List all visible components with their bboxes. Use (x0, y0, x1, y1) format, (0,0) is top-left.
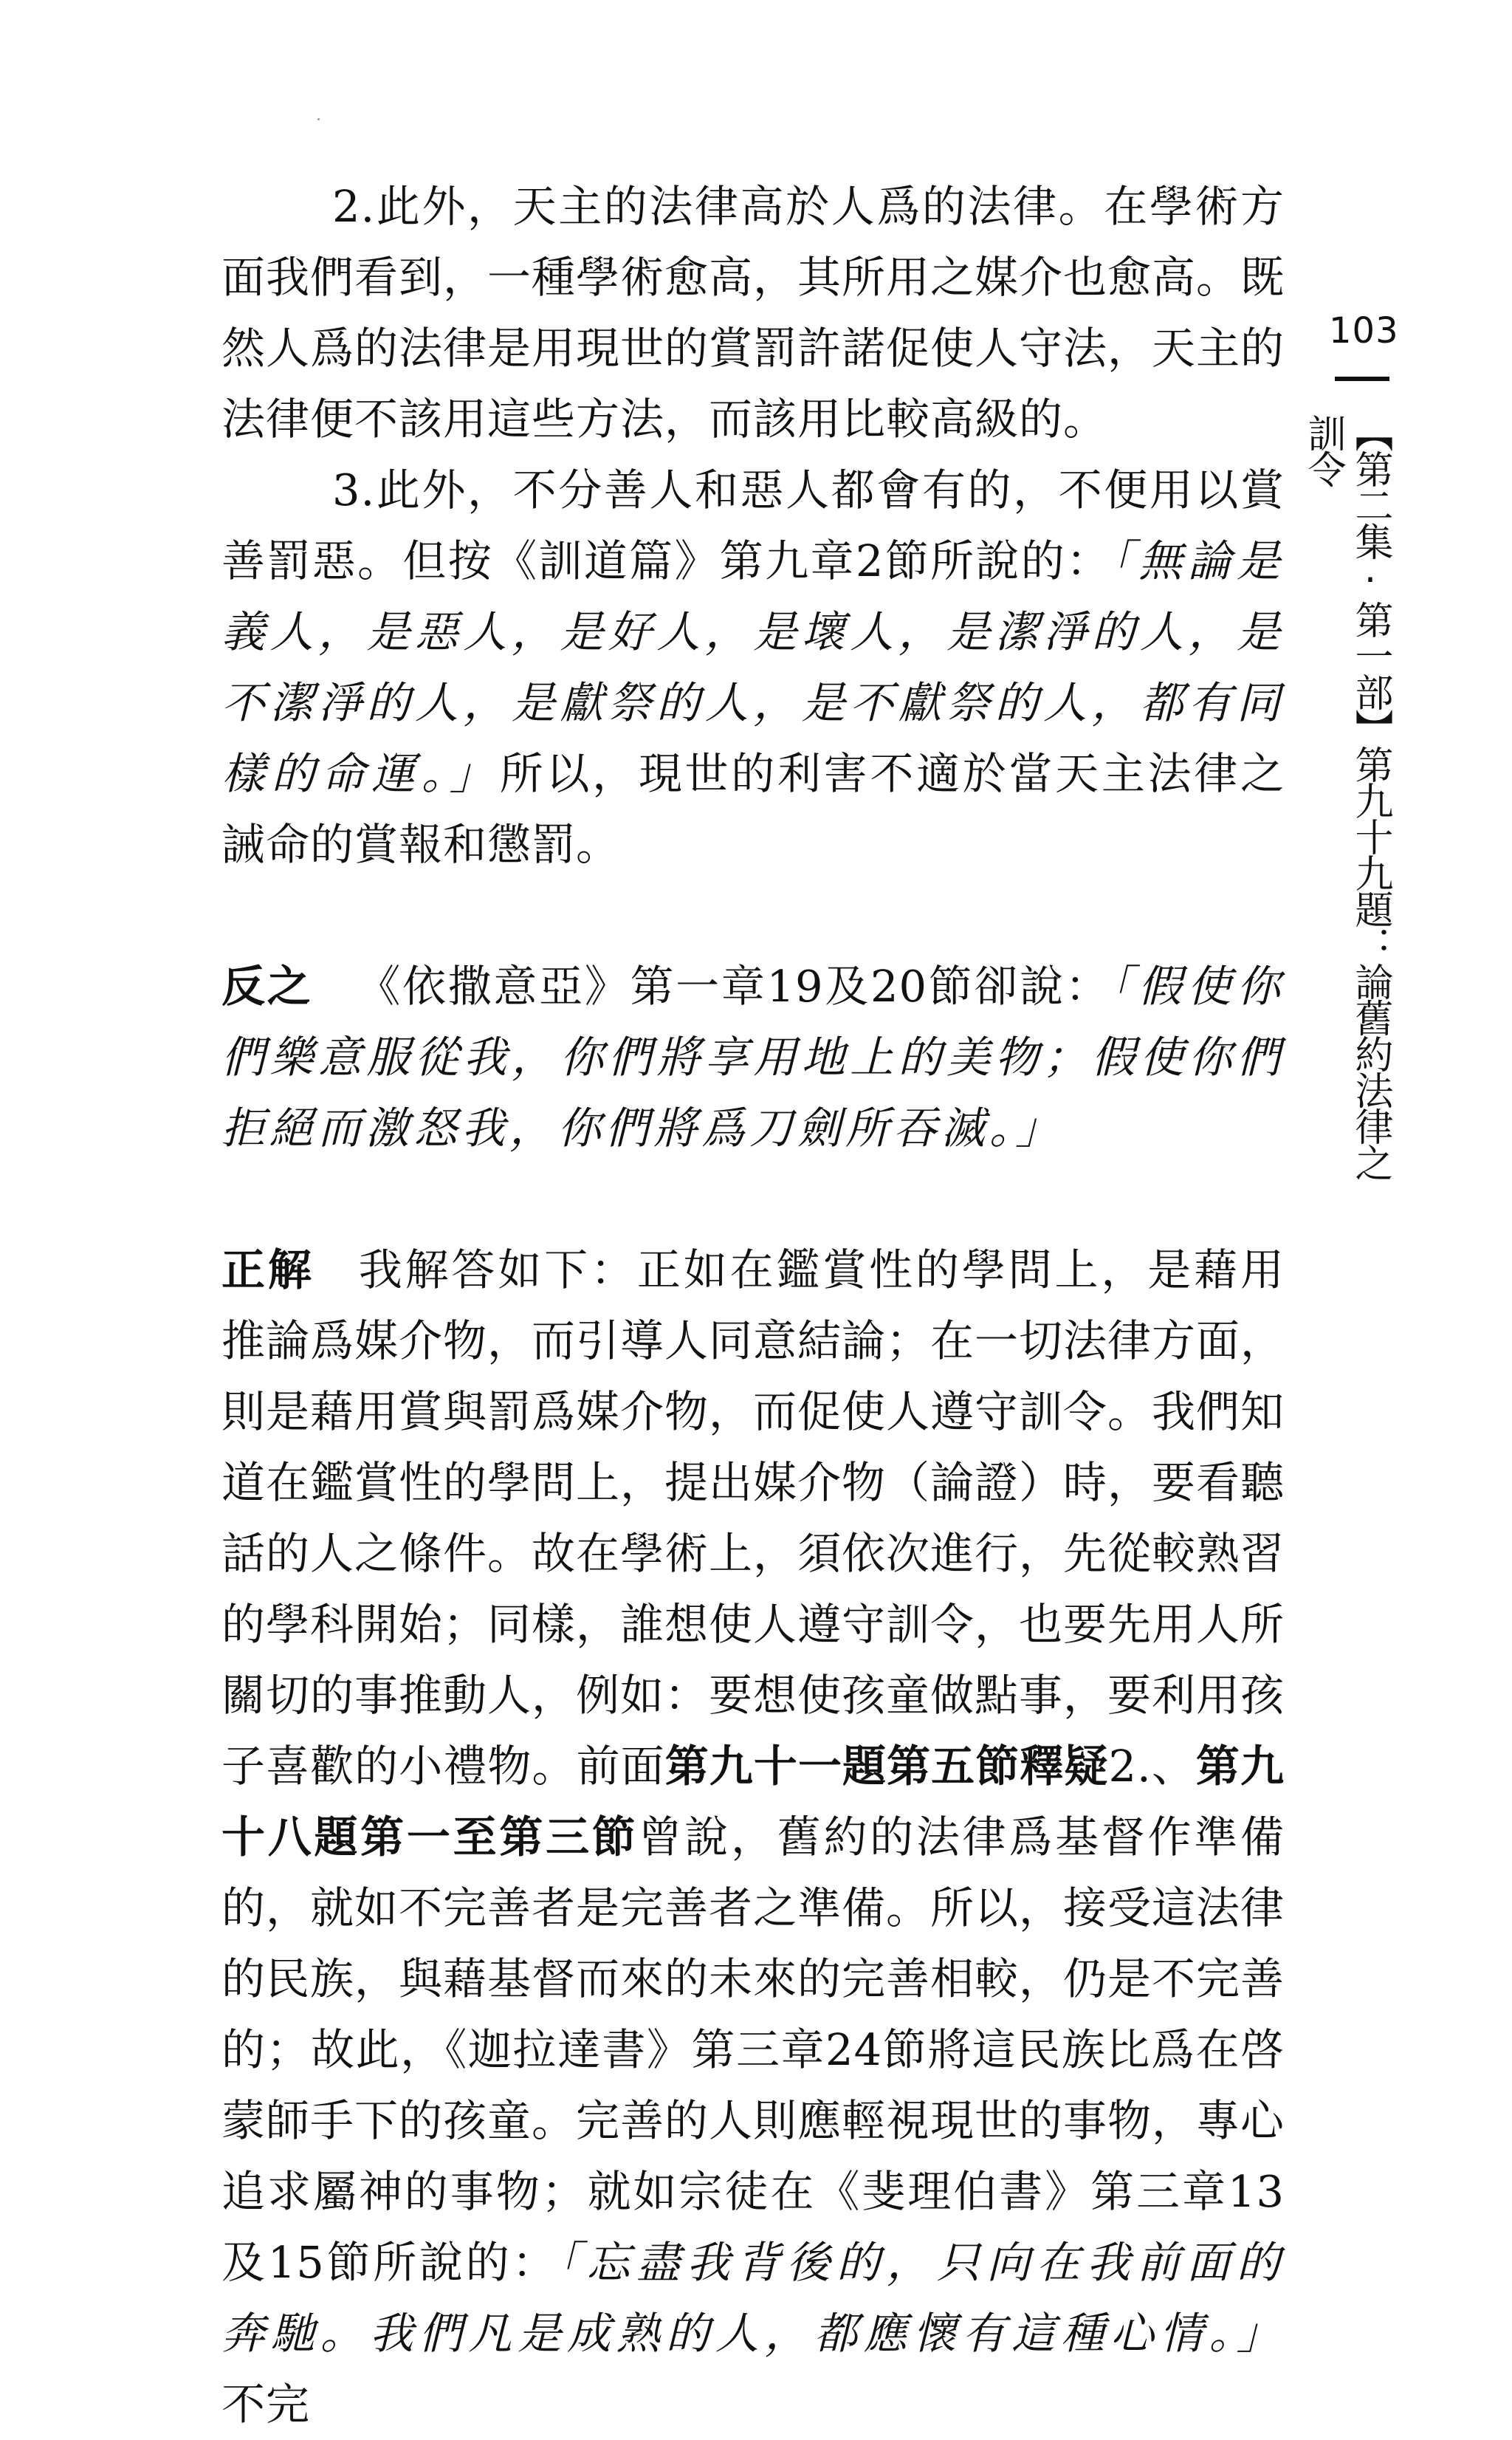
paragraph-objection-2 (221, 171, 1285, 455)
contra-label: 反之 (221, 961, 313, 1012)
contra-quote: 「假使你們樂意服從我，你們將享用地上的美物；假使你們拒絕而激怒我，你們將爲刀劍所吞滅。」 (221, 961, 1285, 1154)
answer-label: 正解 (221, 1244, 315, 1295)
answer-quote: 「忘盡我背後的，只向在我前面的奔馳。我們凡是成熟的人，都應懷有這種心情。」 (221, 2237, 1285, 2359)
answer-reference-1: 第九十一題第五節釋疑 (664, 1741, 1109, 1792)
paragraph-objection-3 (221, 455, 1285, 880)
scan-speck (317, 118, 320, 120)
contra-text: 《依撒意亞》第一章19及20節卻說： (357, 961, 1111, 1012)
answer-text-d: 不完 (221, 2379, 311, 2430)
running-head: 【第二集·第一部】第九十九題：論舊約法律之訓令 (1301, 414, 1392, 1179)
objection-3-conclusion: 所以，現世的利害不適於當天主法律之誡命的賞報和懲罰。 (221, 748, 1285, 870)
body-text (221, 171, 1285, 2440)
objection-2-text: 2.此外，天主的法律高於人爲的法律。在學術方面我們看到，一種學術愈高，其所用之媒介也愈高。既然人爲的法律是用現世的賞罰許諾促使人守法，天主的法律便不該用這些方法，而該用比較高級的。 (221, 181, 1285, 445)
answer-text-c: 曾說，舊約的法律爲基督作準備的，就如不完善者是完善者之準備。所以，接受這法律的民族，與藉基督而來的未來的完善相較，仍是不完善的；故此，《迦拉達書》第三章24節將這民族比爲在啓蒙師手下的孩童。完善的人則應輕視現世的事物，專心追求屬神的事物；就如宗徒在《斐理伯書》第三章13及15節所說的： (221, 1812, 1285, 2288)
paragraph-answer (221, 1235, 1285, 2440)
running-head-rule (1335, 377, 1389, 381)
objection-3-text: 3.此外，不分善人和惡人都會有的，不便用以賞善罰惡。但按《訓道篇》第九章2節所說的： (221, 465, 1285, 586)
answer-text-a: 我解答如下：正如在鑑賞性的學問上，是藉用推論爲媒介物，而引導人同意結論；在一切法律方面，則是藉用賞與罰爲媒介物，而促使人遵守訓令。我們知道在鑑賞性的學問上，提出媒介物（論證）時，要看聽話的人之條件。故在學術上，須依次進行，先從較熟習的學科開始；同樣，誰想使人遵守訓令，也要先用人所關切的事推動人，例如：要想使孩童做點事，要利用孩子喜歡的小禮物。前面 (221, 1244, 1285, 1792)
answer-text-b: 2.、 (1108, 1741, 1196, 1792)
objection-3-quote: 「無論是義人，是惡人，是好人，是壞人，是潔淨的人，是不潔淨的人，是獻祭的人，是不獻祭的人，都有同樣的命運。」 (221, 535, 1285, 799)
page-number: 103 (1329, 310, 1399, 352)
paragraph-contra (221, 951, 1285, 1164)
answer-reference-2: 第九十八題第一至第三節 (221, 1741, 1285, 1862)
